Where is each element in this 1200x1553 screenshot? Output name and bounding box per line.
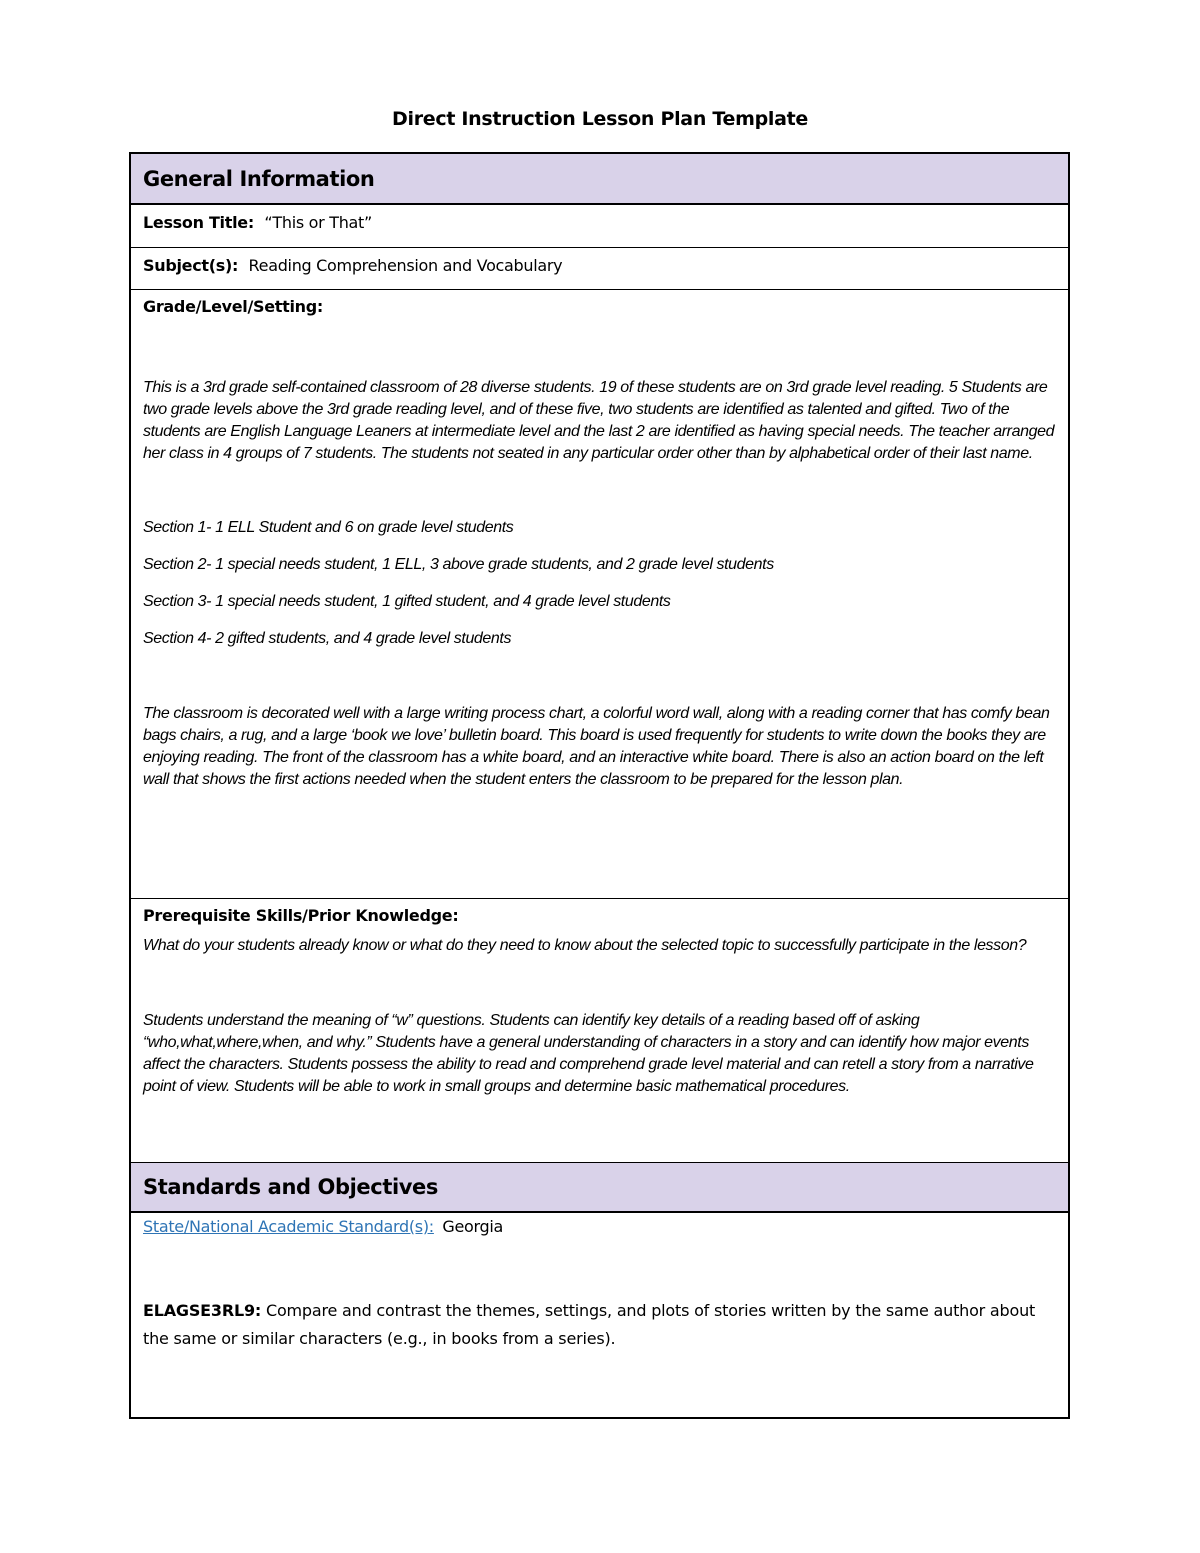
section-1-text: Section 1- 1 ELL Student and 6 on grade level students xyxy=(143,519,514,536)
subjects-label: Subject(s): xyxy=(143,256,239,275)
standards-state-value: Georgia xyxy=(442,1217,503,1236)
standard-text: Compare and contrast the themes, settings, and plots of stories written by the same author about the same or similar characters (e.g., in books from a series). xyxy=(143,1301,1036,1348)
prerequisite-skills-row xyxy=(131,899,1068,1163)
section-3-text: Section 3- 1 special needs student, 1 gifted student, and 4 grade level students xyxy=(143,593,671,610)
lesson-title-row xyxy=(131,205,1068,248)
general-information-heading: General Information xyxy=(143,166,375,191)
section-2-text: Section 2- 1 special needs student, 1 ELL, 3 above grade students, and 2 grade level students xyxy=(143,556,774,573)
subjects-row xyxy=(131,248,1068,290)
grade-level-setting-row xyxy=(131,290,1068,899)
lesson-plan-table xyxy=(129,152,1070,1419)
general-information-header xyxy=(131,154,1068,205)
classroom-description-text: The classroom is decorated well with a large writing process chart, a colorful word wall, along with a reading corner that has comfy bean bags chairs, a rug, and a large ‘book we love’ bulletin board. This board is used frequently for students to write down the books they are enjoying reading. The front of the classroom has a white board, and an interactive white board. There is also an action board on the left wall that shows the first actions needed when the student enters the classroom to be prepared for the lesson plan. xyxy=(143,705,1050,788)
classroom-composition-text: This is a 3rd grade self-contained classroom of 28 diverse students. 19 of these students are on 3rd grade level reading. 5 Students are two grade levels above the 3rd grade reading level, and of these five, two students are identified as talented and gifted. Two of the students are English Language Leaners at intermediate level and the last 2 are identified as having special needs. The teacher arranged her class in 4 groups of 7 students. The students not seated in any particular order other than by alphabetical order of their last name. xyxy=(143,379,1055,462)
standard-code: ELAGSE3RL9: xyxy=(143,1301,262,1320)
lesson-title-value: “This or That” xyxy=(264,213,372,232)
standards-objectives-header xyxy=(131,1163,1068,1213)
section-4-text: Section 4- 2 gifted students, and 4 grade level students xyxy=(143,630,512,647)
prerequisite-skills-label: Prerequisite Skills/Prior Knowledge: xyxy=(143,906,459,925)
academic-standards-link[interactable]: State/National Academic Standard(s): xyxy=(143,1217,434,1236)
prerequisite-prompt-text: What do your students already know or what do they need to know about the selected topic to successfully participate in the lesson? xyxy=(143,937,1027,954)
standards-row xyxy=(131,1213,1068,1417)
grade-level-setting-label: Grade/Level/Setting: xyxy=(143,297,324,316)
standard-description xyxy=(143,1297,1056,1353)
document-title: Direct Instruction Lesson Plan Template xyxy=(392,108,808,130)
subjects-value: Reading Comprehension and Vocabulary xyxy=(248,256,563,275)
prerequisite-answer-text: Students understand the meaning of “w” questions. Students can identify key details of a reading based off of asking “who,what,where,when, and why.” Students have a general understanding of characters in a story and can identify how major events affect the characters. Students possess the ability to read and comprehend grade level material and can retell a story from a narrative point of view. Students will be able to work in small groups and determine basic mathematical procedures. xyxy=(143,1012,1034,1095)
lesson-title-label: Lesson Title: xyxy=(143,213,254,232)
standards-objectives-heading: Standards and Objectives xyxy=(143,1175,438,1199)
